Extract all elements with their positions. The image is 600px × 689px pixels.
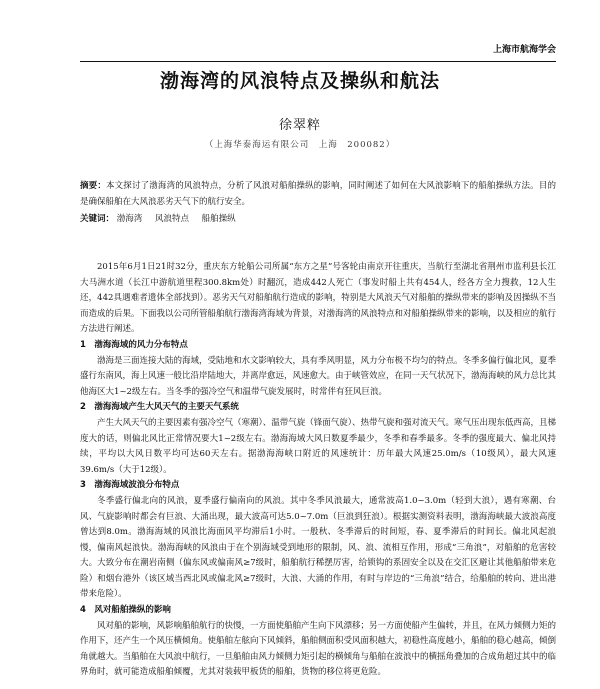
- abstract-label: 摘要：: [80, 181, 106, 191]
- body-text: [80, 260, 556, 681]
- section-heading-1: 1 渤海海域的风力分布特点: [80, 339, 188, 350]
- author-affiliation: （上海华泰海运有限公司 上海 200082）: [204, 140, 396, 150]
- section-4-paragraph: 风对船的影响，风影响船舶航行的快慢，一方面使船舶产生向下风漂移；另一方面使船产生偏转，并且，在风力倾侧力矩的作用下，还产生一个风压横倾角。使船舶左舷向下风倾斜，船舶侧面积受风面积越大，初稳性高度越小，船舶的稳心越高，倾倒角就越大。当船舶在大风浪中航行，一旦船舶由风力倾侧力矩引起的横倾角与船舶在波浪中的横摇角叠加的合成角超过其中的临界角时，就可能造成船舶倾覆，尤其对装载甲板货的船舶，货物的移位将更危险。: [80, 620, 557, 678]
- keyword: 渤海湾: [116, 214, 143, 224]
- abstract-text: 本文探讨了渤海湾的风浪特点，分析了风浪对船舶操纵的影响，同时阐述了如何在大风浪影响下的船舶操纵方法。目的是确保船舶在大风浪恶劣天气下的航行安全。: [80, 181, 556, 207]
- paper-title: 渤海湾的风浪特点及操纵和航法: [159, 70, 440, 92]
- section-heading-3: 3 渤海海域波浪分布特点: [80, 480, 180, 491]
- keywords: [80, 212, 556, 226]
- journal-header: 上海市航海学会: [80, 42, 556, 62]
- intro-paragraph: 2015年6月1日21时32分，重庆东方轮船公司所属“东方之星”号客轮由南京开往重庆，当航行至湖北省荆州市监利县长江大马洲水道（长江中游航道里程300.8km处）时翻沉，造成442人死亡（事发时船上共有454人，经各方全力搜救，12人生还，442具遇难者遗体全部找到）。恶劣天气对船舶航行造成的影响，特别是大风浪天气对船舶的操纵带来的影响及因操纵不当而造成的后果。下面我以公司所管船舶航行渤海湾海域为背景，对渤海湾的风浪特点和对船舶操纵带来的影响，以及相应的航行方法进行阐述。: [80, 262, 557, 335]
- keywords-label: 关键词：: [80, 214, 115, 224]
- author-name: 徐翠粹: [278, 118, 321, 133]
- abstract: [80, 178, 556, 210]
- section-1-paragraph: 渤海是三面连接大陆的海域，受陆地和水文影响较大，具有季风明显，风力分布极不均匀的特点。冬季多偏行偏北风，夏季盛行东南风，海上风速一般比沿岸陆地大，并离岸愈远，风速愈大。由于峡管效应，在同一天气状况下，渤海海峡的风力总比其他海区大1~2级左右。当冬季的强冷空气和温带气旋发展时，时常伴有狂风巨浪。: [80, 355, 557, 397]
- section-2-paragraph: 产生大风天气的主要因素有强冷空气（寒潮）、温带气旋（锋面气旋）、热带气旋和强对流天气。寒气压出现东低西高，且梯度大的话，则偏北风比正常情况要大1~2级左右。渤海海域大风日数夏季最少，冬季和春季最多。冬季的强度最大、偏北风持续，平均以大风日数平均可达60天左右。据渤海海峡口附近的风速统计：历年最大风速25.0m/s（10级风），最大风速39.6m/s（大于12级）。: [80, 417, 557, 475]
- section-3-paragraph: 冬季盛行偏北向的风浪，夏季盛行偏南向的风浪。其中冬季风浪最大，通常波高1.0~3.0m（轻到大浪），遇有寒潮、台风、气旋影响时都会有巨浪、大涌出现，最大波高可达5.0~7.0m（巨浪到狂浪）。根据实测资料表明，渤海海峡最大波浪高度曾达到8.0m。渤海海域的风浪比海面风平均滞后1小时。一般秋、冬季滞后的时间短，春、夏季滞后的时间长。偏北风起浪慢，偏南风起浪快。渤海海峡的风浪由于在个别海域受到地形的限制，风、浪、流相互作用，形成“三角浪”，对船舶的危害较大。大致分布在潮岩南侧（偏东风或偏南风≥7级时，船舶航行稀摆厉害，给锁钩的系固安全以及在交汇区避让其他船舶带来危险）和烟台港外（该区域当西北风或偏北风≥7级时，大浪、大涌的作用，有时与岸边的“三角浪”结合，给船舶的转向、进出港带来危险）。: [80, 495, 556, 600]
- keyword: 风浪特点: [154, 214, 189, 224]
- section-heading-2: 2 渤海海域产生大风天气的主要天气系统: [80, 402, 239, 413]
- section-heading-4: 4 风对船舶操纵的影响: [80, 605, 171, 616]
- keyword: 船舶操纵: [201, 214, 236, 224]
